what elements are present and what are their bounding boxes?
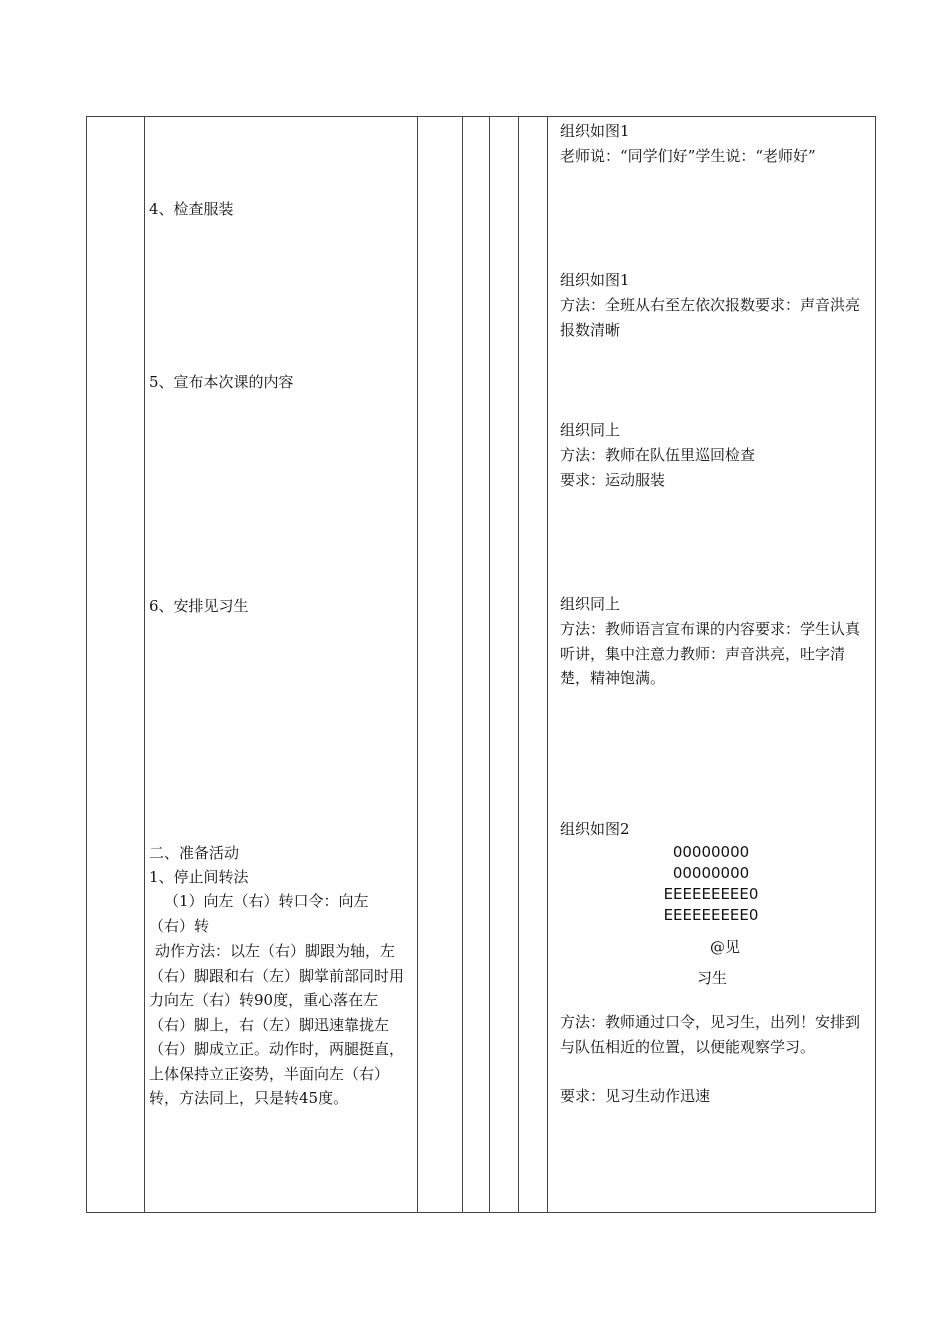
announce-method-text: 方法：教师语言宣布课的内容要求：学生认真听讲，集中注意力教师：声音洪亮，吐字清楚，精神饱满。 — [560, 620, 861, 687]
observer-method-text: 方法：教师通过口令，见习生，出列！安排到与队伍相近的位置，以便能观察学习。 — [560, 1013, 861, 1056]
lesson-plan-table — [86, 116, 876, 1213]
org-label: 组织同上 — [560, 421, 621, 439]
org-label: 组织如图2 — [560, 820, 630, 838]
inspection-method: 方法：教师在队伍里巡回检查 — [560, 446, 756, 464]
formation-row: 00000000 — [672, 843, 750, 861]
item-announce-content: 5、宣布本次课的内容 — [149, 373, 294, 391]
inspection-requirement: 要求：运动服装 — [560, 471, 666, 489]
column-divider — [489, 117, 490, 1212]
item-arrange-observers: 6、安排见习生 — [149, 597, 249, 615]
section-warmup-title: 二、准备活动 — [149, 844, 240, 862]
formation-row: EEEEEEEEE0 — [663, 906, 759, 924]
org-label: 组织如图1 — [560, 122, 630, 140]
observer-marker: @见 — [709, 938, 740, 956]
formation-row: 00000000 — [672, 864, 750, 882]
formation-row: EEEEEEEEE0 — [663, 885, 759, 903]
column-divider — [462, 117, 463, 1212]
column-divider — [547, 117, 548, 1212]
turn-command: （1）向左（右）转口令：向左（右）转 — [149, 892, 369, 935]
turn-method: 动作方法：以左（右）脚跟为轴，左（右）脚跟和右（左）脚掌前部同时用力向左（右）转90度，重心落在左（右）脚上，右（左）脚迅速靠拢左（右）脚成立正。动作时，两腿挺直，上体保持立正姿势，半面向左（右）转，方法同上，只是转45度。 — [149, 942, 405, 1107]
column-divider — [144, 117, 145, 1212]
greeting-text: 老师说：“同学们好”学生说：“老师好” — [560, 147, 816, 165]
observer-requirement: 要求：见习生动作迅速 — [560, 1087, 711, 1105]
observer-marker: 习生 — [696, 969, 727, 987]
section-warmup-item: 1、停止间转法 — [149, 868, 249, 886]
org-label: 组织如图1 — [560, 271, 630, 289]
org-label: 组织同上 — [560, 595, 621, 613]
column-divider — [417, 117, 418, 1212]
roll-call-text: 方法：全班从右至左依次报数要求：声音洪亮报数清晰 — [560, 296, 861, 339]
column-divider — [518, 117, 519, 1212]
item-check-clothing: 4、检查服装 — [149, 200, 234, 218]
